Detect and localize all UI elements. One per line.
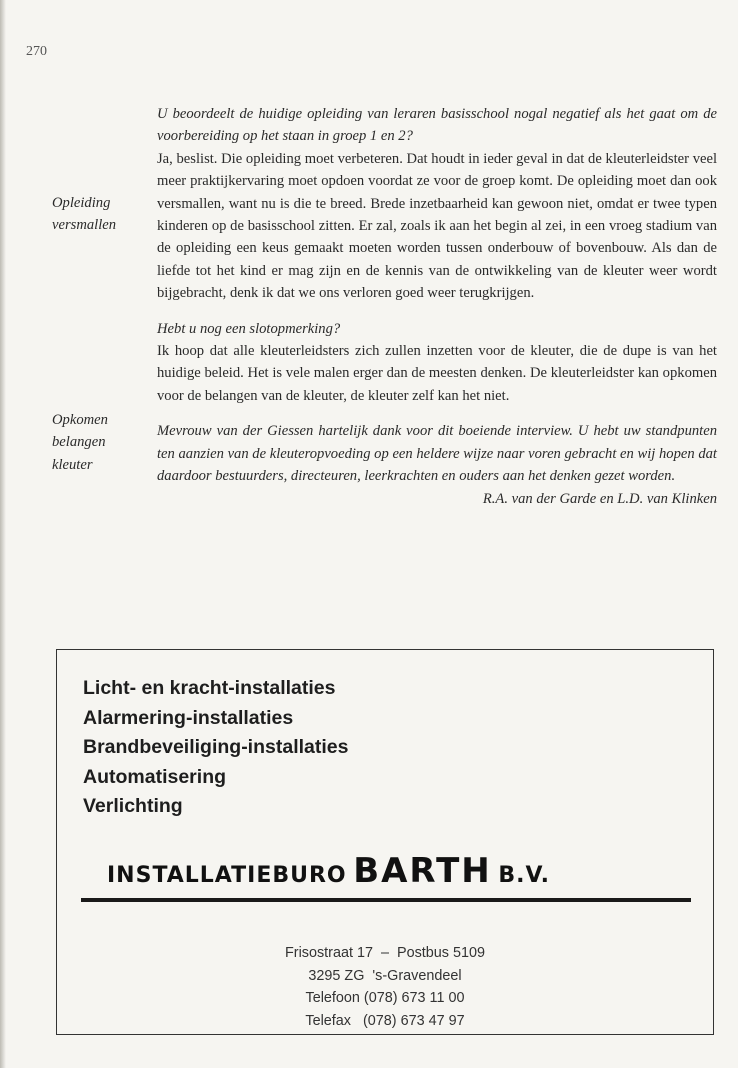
page-spine-shadow [0,0,6,1068]
service-item: Brandbeveiliging-installaties [83,736,349,758]
company-name [107,851,697,891]
answer-2: Ik hoop dat alle kleuterleidsters zich zullen inzetten voor de kleuter, die de dupe is van het huidige beleid. Het is vele malen erger dan de meesten denken. De kleuterleidster kan opkomen voor de belangen van de kleuter, de kleuter zelf kan het niet. [157,343,717,404]
margin-note-line: kleuter [52,456,93,473]
address-line: Telefax (078) 673 47 97 [305,1012,465,1029]
question-2: Hebt u nog een slotopmerking? [157,320,341,337]
services-list [83,674,348,822]
company-divider-rule [81,898,691,902]
margin-note-opkomen [52,409,152,476]
answer-1: Ja, beslist. Die opleiding moet verbeteren. Dat houdt in ieder geval in dat de kleuterleidster veel meer praktijkervaring moet opdoen voordat ze voor de groep komt. De opleiding moet dan ook versmallen, want nu is die te breed. Brede inzetbaarheid kan gewoon niet, omdat er twee typen kinderen op de basisschool zitten. Er zal, zoals ik aan het begin al zei, in een vroeg stadium van de opleiding een keus gemaakt moeten worden tussen onderbouw of bovenbouw. Als dan de liefde tot het kind er mag zijn en de kennis van de ontwikkeling van de kleuter weer wordt bijgebracht, denk ik dat we ons verloren goed weer terugkrijgen. [157,150,717,302]
question-1: U beoordeelt de huidige opleiding van leraren basisschool nogal negatief als het gaat om de voorbereiding op het staan in groep 1 en 2? [157,106,717,145]
margin-note-opleiding [52,192,152,237]
company-name-part2: BARTH [353,851,492,891]
service-item: Licht- en kracht-installaties [83,677,336,699]
address-line: Telefoon (078) 673 11 00 [305,990,465,1006]
company-address [57,942,713,1032]
margin-note-line: Opleiding [52,195,111,211]
company-name-part1: INSTALLATIEBURO [107,863,347,888]
advertisement-box [56,649,714,1035]
margin-note-line: versmallen [52,217,117,234]
margin-note-line: Opkomen [52,412,108,428]
address-line: 3295 ZG 's-Gravendeel [308,967,462,984]
service-item: Verlichting [83,795,183,817]
interview-article [157,103,717,510]
page-number: 270 [26,44,47,59]
company-name-part3: B.V. [498,863,550,888]
closing-paragraph: Mevrouw van der Giessen hartelijk dank voor dit boeiende interview. U hebt uw standpunten ten aanzien van de kleuteropvoeding op een heldere wijze naar voren gebracht en wij hopen dat daardoor bestuurders, directeuren, leerkrachten en ouders aan het denken gezet worden. [157,423,717,485]
author-signature: R.A. van der Garde en L.D. van Klinken [482,490,717,507]
service-item: Automatisering [83,765,227,788]
address-line: Frisostraat 17 – Postbus 5109 [285,945,485,961]
margin-note-line: belangen [52,434,106,451]
service-item: Alarmering-installaties [83,706,294,729]
